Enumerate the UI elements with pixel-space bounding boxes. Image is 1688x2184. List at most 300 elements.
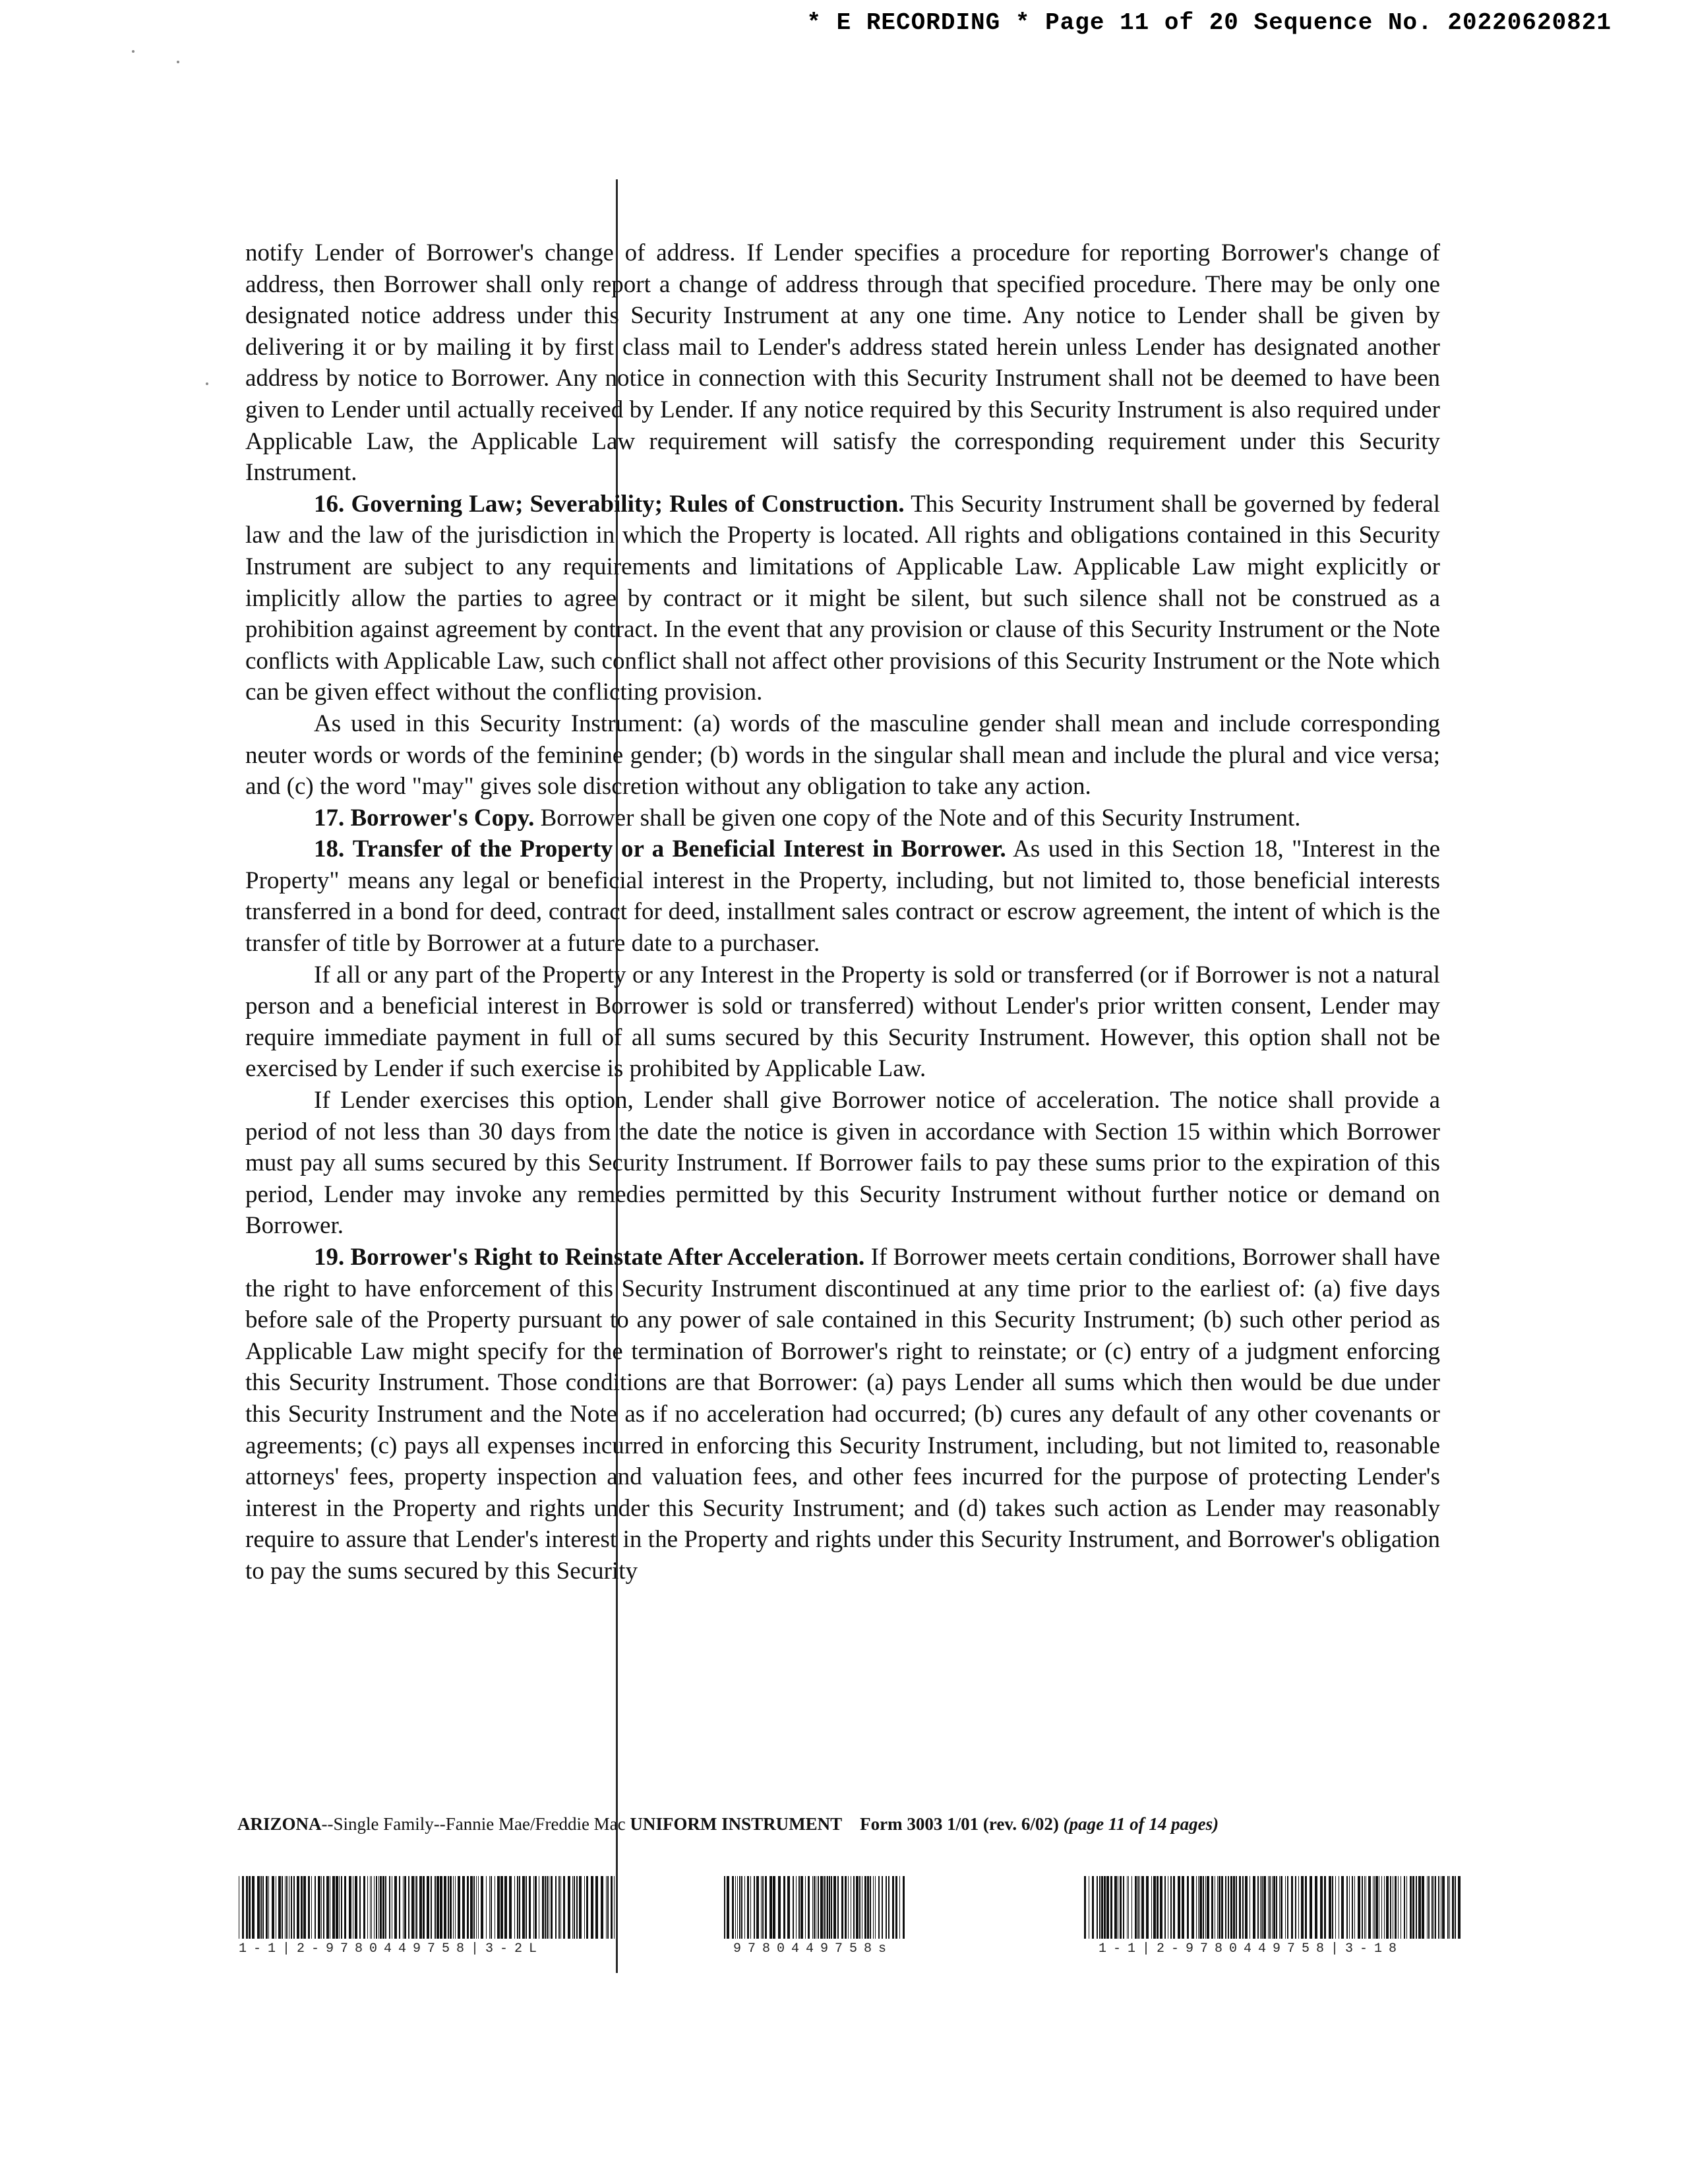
barcode-bar (1458, 1876, 1461, 1939)
barcode-bar (1157, 1876, 1159, 1939)
barcode-bar (1139, 1876, 1140, 1939)
barcode-bar (286, 1876, 287, 1939)
barcode-bar (268, 1876, 269, 1939)
barcode-bar (1406, 1876, 1407, 1939)
barcode-bar (1205, 1876, 1206, 1939)
barcode-bar (606, 1876, 607, 1939)
barcode-bar (473, 1876, 475, 1939)
barcode-bar (323, 1876, 324, 1939)
barcode-bar (1341, 1876, 1344, 1939)
barcode-bar (783, 1876, 785, 1939)
barcode-bar (1427, 1876, 1428, 1939)
barcode-bar (282, 1876, 283, 1939)
barcode-bar (1187, 1876, 1189, 1939)
barcode-bar (584, 1876, 585, 1939)
barcode-bar (1239, 1876, 1241, 1939)
barcode-bar (266, 1876, 268, 1939)
barcode-bar (374, 1876, 375, 1939)
barcode-bar (611, 1876, 613, 1939)
section-title: Borrower's Copy. (350, 804, 535, 832)
barcode-bar (1452, 1876, 1454, 1939)
barcode-bar (1435, 1876, 1436, 1939)
paragraph-transfer-consent (245, 959, 1440, 1085)
barcode-bar (1398, 1876, 1399, 1939)
barcode-bar (1106, 1876, 1109, 1939)
barcode-bar (1173, 1876, 1175, 1939)
barcode-bar (563, 1876, 565, 1939)
section-number: 18. (314, 835, 345, 863)
barcode-bar (607, 1876, 609, 1939)
barcode-bar (1170, 1876, 1172, 1939)
barcode-bar (297, 1876, 299, 1939)
barcode-bar (1390, 1876, 1391, 1939)
barcode-bar (435, 1876, 436, 1939)
barcode-bar (437, 1876, 439, 1939)
barcode-bar (497, 1876, 500, 1939)
barcode-bar (450, 1876, 452, 1939)
barcode-bar (455, 1876, 456, 1939)
scan-speck (177, 61, 179, 63)
barcode-bar (308, 1876, 310, 1939)
barcode-bar (765, 1876, 767, 1939)
barcode-bar (509, 1876, 512, 1939)
barcode-bar (1242, 1876, 1244, 1939)
document-body (245, 237, 1440, 1587)
barcode-bar (1260, 1876, 1261, 1939)
barcode-bar (278, 1876, 281, 1939)
section-number: 17. (314, 804, 345, 832)
barcode-bar (291, 1876, 292, 1939)
barcode-bar (448, 1876, 449, 1939)
barcode-bar (1455, 1876, 1456, 1939)
barcode-bar (1438, 1876, 1439, 1939)
barcode-bar (614, 1876, 615, 1939)
barcode-bar (886, 1876, 887, 1939)
barcode-bar (864, 1876, 866, 1939)
barcode-bar (1099, 1876, 1100, 1939)
barcode-bar (1123, 1876, 1124, 1939)
barcode-bar (1217, 1876, 1218, 1939)
paragraph-construction (245, 708, 1440, 803)
section-19 (245, 1242, 1440, 1587)
barcode-bar (318, 1876, 320, 1939)
recording-stamp: * E RECORDING * Page 11 of 20 Sequence No. 20220620821 (806, 9, 1612, 36)
paragraph-text: As used in this Security Instrument: (a) words of the masculine gender shall mean and include corresponding neuter words or words of the feminine gender; (b) words in the singular shall mean and include the plural and vice versa; and (c) the word "may" gives sole discretion without any obligation to take any action. (245, 710, 1440, 801)
barcode-bar (1335, 1876, 1336, 1939)
barcode-bar (453, 1876, 454, 1939)
barcode-bar (1310, 1876, 1312, 1939)
section-title: Transfer of the Property or a Beneficial Interest in Borrower. (352, 835, 1006, 863)
barcode-bar (1374, 1876, 1375, 1939)
barcode-bar (547, 1876, 548, 1939)
barcode-bar (272, 1876, 274, 1939)
barcode-bar (262, 1876, 264, 1939)
barcode-bar (1199, 1876, 1202, 1939)
barcode-bar (1279, 1876, 1280, 1939)
barcode-bar (1354, 1876, 1355, 1939)
barcode-bar (1104, 1876, 1106, 1939)
barcode-bar (859, 1876, 860, 1939)
barcode-bar (1395, 1876, 1397, 1939)
barcode-bar (601, 1876, 603, 1939)
barcode-left (239, 1876, 616, 1939)
barcode-bar (411, 1876, 414, 1939)
barcode-bar (744, 1876, 745, 1939)
barcode-bar (404, 1876, 406, 1939)
barcode-bar (829, 1876, 830, 1939)
barcode-bar (533, 1876, 534, 1939)
barcode-bar (1221, 1876, 1223, 1939)
barcode-bar (796, 1876, 797, 1939)
barcode-bar (370, 1876, 371, 1939)
footer-form-description: --Single Family--Fannie Mae/Freddie Mac (321, 1814, 630, 1834)
barcode-bar (1153, 1876, 1156, 1939)
barcode-bar (867, 1876, 869, 1939)
barcode-bar (1160, 1876, 1162, 1939)
barcode-bar (735, 1876, 736, 1939)
barcode-bar (403, 1876, 404, 1939)
barcode-bar (799, 1876, 800, 1939)
barcode-bar (478, 1876, 479, 1939)
barcode-bar (558, 1876, 560, 1939)
barcode-bar (336, 1876, 338, 1939)
barcode-bar (385, 1876, 386, 1939)
barcode-bar (1428, 1876, 1430, 1939)
barcode-bar (1315, 1876, 1317, 1939)
barcode-bar (1332, 1876, 1333, 1939)
barcode-bar (1191, 1876, 1194, 1939)
barcode-bar (526, 1876, 527, 1939)
barcode-bar (724, 1876, 725, 1939)
barcode-bar (1285, 1876, 1286, 1939)
barcode-bar (1346, 1876, 1348, 1939)
paragraph-text: Borrower shall be given one copy of the Note and of this Security Instrument. (540, 804, 1301, 832)
barcode-bar (394, 1876, 397, 1939)
barcode-bar (892, 1876, 894, 1939)
barcode-bar (1381, 1876, 1382, 1939)
paragraph-text: This Security Instrument shall be governed by federal law and the law of the jurisdiction in which the Property is located. All rights and obligations contained in this Security Instrument are subject to any requirements and limitations of Applicable Law. Applicable Law might explicitly or implicitly allow the parties to agree by contract or it might be silent, but such silence shall not be construed as a prohibition against agreement by contract. In the event that any provision or clause of this Security Instrument or the Note conflicts with Applicable Law, such conflict shall not affect other provisions of this Security Instrument or the Note which can be given effect without the conflicting provision. (245, 490, 1441, 706)
barcode-bar (1198, 1876, 1199, 1939)
barcode-bar (805, 1876, 806, 1939)
barcode-bar (408, 1876, 409, 1939)
barcode-bar (522, 1876, 525, 1939)
barcode-bar (514, 1876, 515, 1939)
barcode-bar (551, 1876, 553, 1939)
barcode-bar (301, 1876, 303, 1939)
barcode-bar (827, 1876, 828, 1939)
barcode-bar (1433, 1876, 1434, 1939)
barcode-bar (568, 1876, 570, 1939)
paragraph-text: notify Lender of Borrower's change of address. If Lender specifies a procedure for reporting Borrower's change of address, then Borrower shall only report a change of address through that specified procedure. There may be only one designated notice address under this Security Instrument at any one time. Any notice to Lender shall be given by delivering it or by mailing it by first class mail to Lender's address stated herein unless Lender has designated another address by notice to Borrower. Any notice in connection with this Security Instrument shall not be deemed to have been given to Lender until actually received by Lender. If any notice required by this Security Instrument is also required under Applicable Law, the Applicable Law requirement will satisfy the corresponding requirement under this Security Instrument. (245, 239, 1440, 487)
barcode-bar (1230, 1876, 1232, 1939)
barcode-bar (242, 1876, 244, 1939)
barcode-bar (1182, 1876, 1184, 1939)
barcode-bar (481, 1876, 483, 1939)
barcode-bar (1410, 1876, 1412, 1939)
scan-speck (132, 50, 135, 53)
barcode-bar (1362, 1876, 1363, 1939)
barcode-bar (878, 1876, 880, 1939)
barcode-bar (808, 1876, 810, 1939)
section-title: Borrower's Right to Reinstate After Acceleration. (350, 1244, 865, 1271)
barcode-bar (1404, 1876, 1405, 1939)
scan-speck (206, 382, 208, 385)
barcode-bar (1084, 1876, 1086, 1939)
barcode-bar (576, 1876, 578, 1939)
barcode-bar (778, 1876, 781, 1939)
barcode-bar (1281, 1876, 1282, 1939)
barcode-bar (1207, 1876, 1209, 1939)
barcode-bar (1273, 1876, 1275, 1939)
barcode-bar (750, 1876, 751, 1939)
barcode-bar (1219, 1876, 1221, 1939)
barcode-bar (574, 1876, 575, 1939)
barcode-bar (416, 1876, 417, 1939)
barcode-bar (1141, 1876, 1144, 1939)
barcode-bar (489, 1876, 490, 1939)
barcode-bar (1146, 1876, 1149, 1939)
barcode-bar (903, 1876, 905, 1939)
barcode-bar (341, 1876, 342, 1939)
barcode-bar (1110, 1876, 1112, 1939)
barcode-bar (769, 1876, 772, 1939)
barcode-bar (1263, 1876, 1266, 1939)
barcode-bar (1211, 1876, 1213, 1939)
barcode-bar (1135, 1876, 1137, 1939)
barcode-bar (1233, 1876, 1235, 1939)
barcode-bar (1349, 1876, 1350, 1939)
barcode-bar (841, 1876, 843, 1939)
barcode-bar (756, 1876, 759, 1939)
barcode-bar (293, 1876, 295, 1939)
barcode-bar (332, 1876, 335, 1939)
barcode-bar (363, 1876, 365, 1939)
barcode-bar (257, 1876, 260, 1939)
barcode-center-label: 9780449758s (733, 1941, 893, 1957)
barcode-right-label: 1-1|2-9780449758|3-18 (1099, 1941, 1404, 1957)
form-footer (237, 1814, 1444, 1835)
barcode-bar (1416, 1876, 1417, 1939)
barcode-bar (376, 1876, 377, 1939)
barcode-bar (1418, 1876, 1421, 1939)
barcode-bar (326, 1876, 329, 1939)
barcode-bar (458, 1876, 460, 1939)
barcode-bar (824, 1876, 825, 1939)
barcode-bar (382, 1876, 384, 1939)
barcode-bar (875, 1876, 876, 1939)
barcode-right (1084, 1876, 1461, 1939)
barcode-bar (339, 1876, 340, 1939)
barcode-bar (423, 1876, 425, 1939)
barcode-bar (1432, 1876, 1433, 1939)
paragraph-text: As used in this Section 18, "Interest in the Property" means any legal or beneficial interest in the Property, including, but not limited to, those beneficial interests transferred in a bond for deed, contract for deed, installment sales contract or escrow agreement, the intent of which is the transfer of title by Borrower at a future date to a purchaser. (245, 835, 1440, 957)
barcode-bar (1287, 1876, 1288, 1939)
barcode-bar (246, 1876, 248, 1939)
barcode-bar (1228, 1876, 1229, 1939)
barcode-bar (1375, 1876, 1378, 1939)
barcode-center (724, 1876, 906, 1939)
barcode-bar (440, 1876, 442, 1939)
footer-page-info: (page 11 of 14 pages) (1063, 1814, 1219, 1834)
barcode-bar (285, 1876, 286, 1939)
barcode-bar (1236, 1876, 1237, 1939)
footer-form-number: Form 3003 1/01 (rev. 6/02) (860, 1814, 1059, 1834)
barcode-bar (249, 1876, 251, 1939)
barcode-bar (586, 1876, 588, 1939)
barcode-bar (1358, 1876, 1360, 1939)
barcode-bar (1225, 1876, 1226, 1939)
barcode-bar (517, 1876, 518, 1939)
barcode-bar (252, 1876, 255, 1939)
barcode-bar (793, 1876, 794, 1939)
barcode-bar (739, 1876, 740, 1939)
barcode-bar (504, 1876, 507, 1939)
barcode-bar (853, 1876, 855, 1939)
barcode-bar (260, 1876, 262, 1939)
barcode-bar (1447, 1876, 1449, 1939)
barcode-bar (1329, 1876, 1331, 1939)
barcode-bar (476, 1876, 477, 1939)
barcode-bar (467, 1876, 469, 1939)
barcode-bar (1178, 1876, 1180, 1939)
barcode-bar (1257, 1876, 1259, 1939)
barcode-bar (831, 1876, 832, 1939)
barcode-bar (579, 1876, 582, 1939)
barcode-bar (833, 1876, 836, 1939)
barcode-bar (359, 1876, 361, 1939)
section-number: 19. (314, 1244, 345, 1271)
barcode-bar (500, 1876, 503, 1939)
paragraph-text: If Borrower meets certain conditions, Borrower shall have the right to have enforcement of this Security Instrument discontinued at any time prior to the earliest of: (a) five days before sale of the Property pursuant to any power of sale contained in this Security Instrument; (b) such other period as Applicable Law might specify for the termination of Borrower's right to reinstate; or (c) entry of a judgment enforcing this Security Instrument. Those conditions are that Borrower: (a) pays Lender all sums which then would be due under this Security Instrument and the Note as if no acceleration had occurred; (b) cures any default of any other covenants or agreements; (c) pays all expenses incurred in enforcing this Security Instrument, including, but not limited to, reasonable attorneys' fees, property inspection and valuation fees, and other fees incurred for the purpose of protecting Lender's interest in the Property and rights under this Security Instrument; and (d) takes such action as Lender may reasonably require to assure that Lender's interest in the Property and rights under this Security Instrument, and Borrower's obligation to pay the sums secured by this Security (245, 1244, 1440, 1585)
barcode-bar (1269, 1876, 1271, 1939)
barcode-bar (761, 1876, 762, 1939)
barcode-bar (470, 1876, 473, 1939)
barcode-bar (787, 1876, 790, 1939)
barcode-bar (462, 1876, 465, 1939)
barcode-bar (1097, 1876, 1098, 1939)
barcode-bar (519, 1876, 520, 1939)
paragraph-text: If all or any part of the Property or any Interest in the Property is sold or transferred (or if Borrower is not a natural person and a beneficial interest in Borrower is sold or transferred) without Lender's prior written consent, Lender may require immediate payment in full of all sums secured by this Security Instrument. However, this option shall not be exercised by Lender if such exercise is prohibited by Applicable Law. (245, 961, 1440, 1083)
barcode-bar (1164, 1876, 1166, 1939)
barcode-bar (1422, 1876, 1424, 1939)
barcode-bar (1092, 1876, 1094, 1939)
barcode-bar (899, 1876, 900, 1939)
barcode-bar (737, 1876, 738, 1939)
section-18 (245, 834, 1440, 959)
barcode-bar (380, 1876, 382, 1939)
barcode-bar (1305, 1876, 1307, 1939)
barcode-bar (1131, 1876, 1132, 1939)
barcode-bar (1449, 1876, 1450, 1939)
section-17 (245, 803, 1440, 834)
barcode-bar (1253, 1876, 1255, 1939)
barcode-bar (732, 1876, 734, 1939)
barcode-bar (812, 1876, 813, 1939)
barcode-bar (856, 1876, 859, 1939)
barcode-bar (741, 1876, 742, 1939)
barcode-bar (1128, 1876, 1129, 1939)
barcode-bar (419, 1876, 422, 1939)
barcode-bar (572, 1876, 573, 1939)
barcode-bar (1291, 1876, 1293, 1939)
barcode-bar (1114, 1876, 1117, 1939)
barcode-bar (321, 1876, 322, 1939)
barcode-bar (1384, 1876, 1385, 1939)
barcode-bar (762, 1876, 764, 1939)
barcode-bar (1120, 1876, 1122, 1939)
barcode-bar (555, 1876, 557, 1939)
barcode-bar (1368, 1876, 1371, 1939)
barcode-bar (747, 1876, 749, 1939)
paragraph-notice-continued (245, 237, 1440, 489)
barcode-bar (367, 1876, 368, 1939)
barcode-bar (542, 1876, 544, 1939)
barcode-bar (486, 1876, 487, 1939)
barcode-bar (873, 1876, 874, 1939)
barcode-bar (315, 1876, 316, 1939)
barcode-bar (820, 1876, 823, 1939)
barcode-bar (371, 1876, 372, 1939)
barcode-bar (303, 1876, 306, 1939)
barcode-bar (444, 1876, 446, 1939)
footer-state: ARIZONA (237, 1814, 322, 1834)
barcode-bar (848, 1876, 849, 1939)
barcode-bar (870, 1876, 871, 1939)
barcode-bar (1268, 1876, 1269, 1939)
barcode-bar (1196, 1876, 1197, 1939)
barcode-bar (545, 1876, 546, 1939)
section-title: Governing Law; Severability; Rules of Construction. (351, 490, 905, 518)
barcode-bar (1298, 1876, 1299, 1939)
section-number: 16. (314, 490, 345, 518)
barcode-bar (560, 1876, 561, 1939)
barcode-bar (535, 1876, 537, 1939)
barcode-bar (1127, 1876, 1128, 1939)
barcode-bar (888, 1876, 889, 1939)
barcode-bar (1272, 1876, 1273, 1939)
barcode-bar (344, 1876, 346, 1939)
barcode-bar (355, 1876, 357, 1939)
barcode-bar (349, 1876, 351, 1939)
barcode-bar (1364, 1876, 1365, 1939)
barcode-bar (1203, 1876, 1204, 1939)
barcode-bar (754, 1876, 755, 1939)
barcode-bar (399, 1876, 400, 1939)
barcode-bar (1324, 1876, 1326, 1939)
barcode-bar (491, 1876, 492, 1939)
barcode-bar (727, 1876, 729, 1939)
barcode-left-label: 1-1|2-9780449758|3-2L (239, 1941, 544, 1957)
barcode-bar (389, 1876, 390, 1939)
section-16 (245, 489, 1440, 708)
barcode-bar (1352, 1876, 1353, 1939)
barcode-bar (1245, 1876, 1248, 1939)
barcode-bar (1276, 1876, 1277, 1939)
barcode-bar (1261, 1876, 1263, 1939)
barcode-bar (1137, 1876, 1139, 1939)
barcode-bar (1295, 1876, 1296, 1939)
barcode-bar (529, 1876, 531, 1939)
barcode-bar (1386, 1876, 1389, 1939)
footer-instrument: UNIFORM INSTRUMENT (630, 1814, 843, 1834)
paragraph-text: If Lender exercises this option, Lender shall give Borrower notice of acceleration. The notice shall provide a period of not less than 30 days from the date the notice is given in accordance with Section 15 within which Borrower must pay all sums secured by this Security Instrument. If Borrower fails to pay these sums prior to the expiration of this period, Lender may invoke any remedies permitted by this Security Instrument without further notice or demand on Borrower. (245, 1087, 1440, 1240)
barcode-bar (595, 1876, 598, 1939)
barcode-bar (427, 1876, 429, 1939)
barcode-bar (818, 1876, 819, 1939)
barcode-bar (311, 1876, 312, 1939)
barcode-bar (845, 1876, 847, 1939)
paragraph-acceleration-notice (245, 1085, 1440, 1242)
